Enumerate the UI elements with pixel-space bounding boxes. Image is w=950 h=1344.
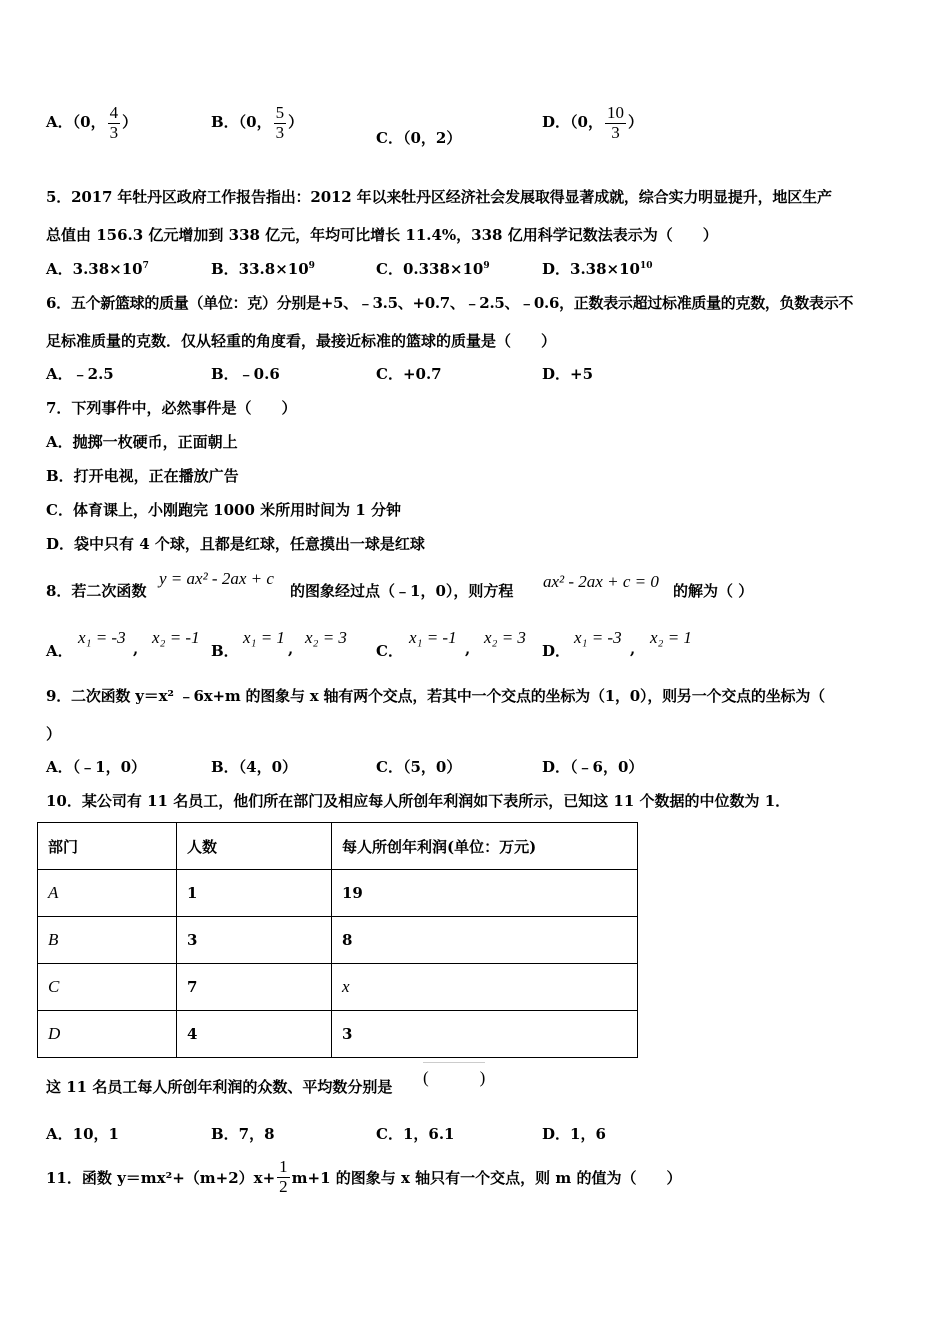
q11-frac-den: 2 <box>279 1176 288 1196</box>
q6-option-d: D．+5 <box>542 365 594 383</box>
q8-stem-pre: 8．若二次函数 <box>46 582 147 600</box>
q8-option-d-x2: x₂ = 1 <box>650 628 692 647</box>
q9-option-c: C．（5，0） <box>376 758 462 776</box>
q6-option-c: C．+0.7 <box>376 365 442 383</box>
table-cell-count: 4 <box>177 1011 332 1058</box>
table-header-cell: 部门 <box>38 823 177 870</box>
q7-option-a: A．抛掷一枚硬币，正面朝上 <box>46 433 238 451</box>
q7-option-c: C．体育课上，小刚跑完 1000 米所用时间为 1 分钟 <box>46 501 402 519</box>
q10-stem: 10．某公司有 11 名员工，他们所在部门及相应每人所创年利润如下表所示，已知这 11 个数据的中位数为 1． <box>46 792 791 810</box>
profit-table <box>37 822 638 1058</box>
q11-stem <box>46 1158 681 1196</box>
table-header-cell: 每人所创年利润(单位：万元) <box>332 823 638 870</box>
q10-option-b: B．7，8 <box>211 1125 275 1143</box>
q9-stem-line2: ） <box>46 725 62 743</box>
q8-a-comma: , <box>133 640 139 658</box>
q10-option-c: C．1，6.1 <box>376 1125 455 1143</box>
q4-b-close: ） <box>288 113 304 132</box>
q4-option-a <box>46 104 137 142</box>
q4-option-a-label: A．（0， <box>46 113 106 132</box>
q4-option-b <box>211 104 303 142</box>
q5-option-c <box>376 258 490 279</box>
q9-option-a: A．（﹣1，0） <box>46 758 147 776</box>
table-cell-profit: 19 <box>332 870 638 917</box>
q5-b-exp: 9 <box>308 261 315 271</box>
q4-d-den: 3 <box>611 122 620 142</box>
q4-d-close: ） <box>627 113 643 132</box>
q8-b-comma: , <box>288 640 294 658</box>
q8-option-c-label: C． <box>376 642 403 660</box>
q5-c-base: C．0.338×10 <box>376 260 484 278</box>
q4-option-d <box>542 104 643 142</box>
q5-stem-line2: 总值由 156.3 亿元增加到 338 亿元，年均可比增长 11.4%，338 亿用科学记数法表示为（ ） <box>46 226 718 244</box>
table-cell-profit: 3 <box>332 1011 638 1058</box>
q8-stem-mid: 的图象经过点（﹣1，0），则方程 <box>290 582 514 600</box>
q5-option-b <box>211 258 315 279</box>
q11-stem-pre: 11．函数 y＝mx²+（m+2）x+ <box>46 1168 276 1187</box>
q7-option-b: B．打开电视，正在播放广告 <box>46 467 239 485</box>
q5-d-base: D．3.38×10 <box>542 260 640 278</box>
table-row <box>38 870 638 917</box>
table-row <box>38 1011 638 1058</box>
table-row <box>38 964 638 1011</box>
q7-option-d: D．袋中只有 4 个球，且都是红球，任意摸出一球是红球 <box>46 535 425 553</box>
q4-a-num: 4 <box>109 103 119 122</box>
table-cell-dept: B <box>38 917 177 964</box>
table-cell-dept: A <box>38 870 177 917</box>
q4-a-close: ） <box>122 113 138 132</box>
q4-option-d-label: D．（0， <box>542 113 603 132</box>
table-cell-dept: C <box>38 964 177 1011</box>
q5-option-a <box>46 258 149 279</box>
q8-option-c-x1: x₁ = -1 <box>409 628 457 647</box>
q5-a-base: A．3.38×10 <box>46 260 143 278</box>
q10-option-d: D．1，6 <box>542 1125 606 1143</box>
q8-option-a-label: A． <box>46 642 73 660</box>
q8-option-c-x2: x₂ = 3 <box>484 628 526 647</box>
q10-answer-paren: ( ) <box>423 1062 485 1088</box>
table-cell-count: 7 <box>177 964 332 1011</box>
q4-option-c: C．（0，2） <box>376 129 462 147</box>
q5-d-exp: 10 <box>639 261 653 271</box>
q11-frac-num: 1 <box>279 1157 288 1176</box>
q8-stem-post: 的解为（ ） <box>673 582 754 600</box>
q8-option-d-x1: x₁ = -3 <box>574 628 622 647</box>
table-cell-profit: x <box>332 964 638 1011</box>
q4-option-b-label: B．（0， <box>211 113 272 132</box>
q10-option-a: A．10，1 <box>46 1125 119 1143</box>
q8-d-comma: , <box>630 640 636 658</box>
q8-function: y = ax² - 2ax + c <box>159 569 274 588</box>
table-header-row <box>38 823 638 870</box>
table-header-cell: 人数 <box>177 823 332 870</box>
q4-b-num: 5 <box>275 103 285 122</box>
q8-option-b-x1: x₁ = 1 <box>243 628 285 647</box>
table-cell-dept: D <box>38 1011 177 1058</box>
table-cell-count: 1 <box>177 870 332 917</box>
q8-c-comma: , <box>465 640 471 658</box>
table-row <box>38 917 638 964</box>
q11-stem-post: m+1 的图象与 x 轴只有一个交点，则 m 的值为（ ） <box>291 1168 682 1187</box>
q9-stem-line1: 9．二次函数 y＝x² ﹣6x+m 的图象与 x 轴有两个交点，若其中一个交点的坐标为（1，0），则另一个交点的坐标为（ <box>46 687 825 705</box>
q7-stem: 7．下列事件中，必然事件是（ ） <box>46 399 297 417</box>
q5-option-d <box>542 258 653 279</box>
q8-equation: ax² - 2ax + c = 0 <box>543 572 659 591</box>
q5-c-exp: 9 <box>483 261 490 271</box>
q8-option-d-label: D． <box>542 642 571 660</box>
q8-option-b-x2: x₂ = 3 <box>305 628 347 647</box>
q8-option-a-x2: x₂ = -1 <box>152 628 200 647</box>
table-cell-profit: 8 <box>332 917 638 964</box>
q6-option-a: A．﹣2.5 <box>46 365 114 383</box>
q8-option-a-x1: x₁ = -3 <box>78 628 126 647</box>
q6-option-b: B．﹣0.6 <box>211 365 280 383</box>
q4-b-den: 3 <box>275 122 285 142</box>
q4-d-num: 10 <box>606 103 624 122</box>
q5-stem-line1: 5．2017 年牡丹区政府工作报告指出：2012 年以来牡丹区经济社会发展取得显著成就，综合实力明显提升，地区生产 <box>46 188 832 206</box>
q6-stem-line1: 6．五个新篮球的质量（单位：克）分别是+5、﹣3.5、+0.7、﹣2.5、﹣0.6，正数表示超过标准质量的克数，负数表示不 <box>46 294 854 312</box>
q9-option-b: B．（4，0） <box>211 758 298 776</box>
q8-option-b-label: B． <box>211 642 239 660</box>
table-cell-count: 3 <box>177 917 332 964</box>
q10-followup: 这 11 名员工每人所创年利润的众数、平均数分别是 <box>46 1078 393 1096</box>
q9-option-d: D．（﹣6，0） <box>542 758 644 776</box>
q5-a-exp: 7 <box>142 261 149 271</box>
q5-b-base: B．33.8×10 <box>211 260 309 278</box>
q4-a-den: 3 <box>109 122 119 142</box>
q6-stem-line2: 足标准质量的克数．仅从轻重的角度看，最接近标准的篮球的质量是（ ） <box>46 332 557 350</box>
